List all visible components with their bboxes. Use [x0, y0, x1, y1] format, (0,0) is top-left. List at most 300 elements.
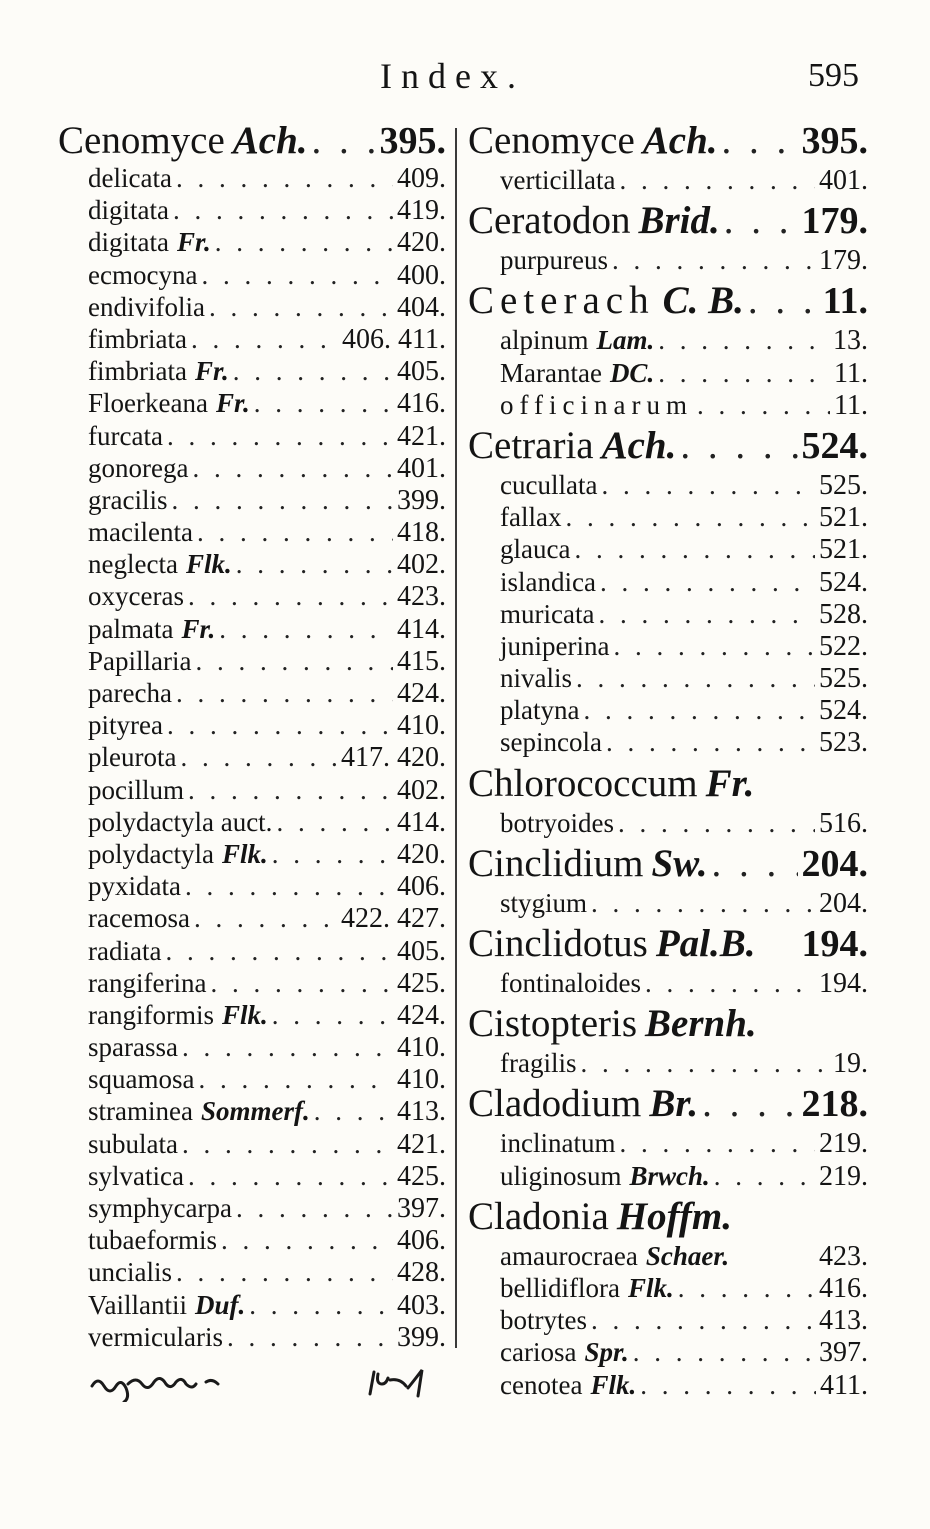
entry-name: Cenomyce [468, 120, 635, 162]
species-entry [468, 1272, 868, 1304]
entry-name: Cladonia [468, 1195, 609, 1238]
species-entry [58, 548, 446, 580]
entry-pages: 418. [397, 517, 446, 549]
species-entry [58, 452, 446, 484]
entry-name: juniperina [500, 630, 610, 661]
entry-pages: 413. [397, 1096, 446, 1128]
genus-entry [58, 120, 446, 162]
leader-dots [680, 425, 797, 467]
species-entry [468, 967, 868, 999]
entry-pages: 410. [397, 1064, 446, 1096]
entry-pages: 397. [397, 1193, 446, 1224]
entry-name: platyna [500, 695, 580, 726]
species-entry [58, 967, 446, 999]
entry-name: fimbriata [88, 323, 187, 354]
entry-name: Ceterach [468, 280, 655, 323]
species-entry [468, 1304, 868, 1336]
leader-dots [197, 516, 393, 548]
leader-dots [194, 902, 337, 934]
entry-name: furcata [88, 420, 163, 451]
species-entry [58, 259, 446, 291]
entry-author: Pal.B. [655, 923, 756, 965]
entry-pages: 411. [820, 1369, 868, 1401]
entry-name: racemosa [88, 903, 190, 934]
entry-pages: 525. [819, 469, 868, 501]
handwritten-annotation [88, 1362, 448, 1402]
leader-dots [272, 999, 393, 1031]
entry-name: vermicularis [88, 1321, 223, 1352]
leader-dots [722, 120, 798, 162]
entry-pages: 13. [833, 325, 868, 357]
entry-name: cariosa [500, 1337, 577, 1368]
species-entry [58, 1063, 446, 1095]
entry-author: Ach. [601, 424, 677, 467]
species-entry [468, 1160, 868, 1192]
genus-entry [468, 120, 868, 162]
entry-name: fimbriata [88, 356, 187, 387]
leader-dots [188, 580, 393, 612]
leader-dots [180, 741, 337, 773]
species-entry [468, 726, 868, 758]
leader-dots [702, 1083, 797, 1125]
species-entry [468, 357, 868, 389]
entry-pages: 405. [397, 356, 446, 388]
species-entry [58, 1095, 446, 1127]
entry-author: Flk. [627, 1272, 674, 1303]
entry-pages: 524. [819, 566, 868, 598]
entry-author: Brid. [638, 200, 720, 243]
entry-pages: 522. [819, 630, 868, 662]
species-entry [468, 469, 868, 501]
entry-pages: 395. [801, 120, 868, 162]
leader-dots [276, 806, 393, 838]
entry-pages: 204. [801, 842, 868, 885]
entry-name: glauca [500, 534, 571, 565]
leader-dots [173, 194, 393, 226]
species-entry [58, 935, 446, 967]
entry-name: sepincola [500, 727, 602, 758]
species-entry [58, 1128, 446, 1160]
entry-pages: 424. [397, 999, 446, 1031]
entry-pages: 219. [819, 1128, 868, 1160]
running-head: Index. [380, 56, 525, 96]
species-entry [468, 533, 868, 565]
leader-dots [574, 533, 815, 565]
entry-name: delicata [88, 163, 172, 193]
genus-entry [468, 1003, 868, 1045]
species-entry [468, 1336, 868, 1368]
entry-name: Marantae [500, 357, 602, 388]
leader-dots [201, 259, 393, 291]
leader-dots [167, 709, 393, 741]
entry-author: Br. [649, 1083, 699, 1126]
entry-name: fallax [500, 502, 562, 533]
entry-pages: 404. [397, 291, 446, 323]
entry-pages: 521. [819, 534, 868, 566]
species-entry [468, 694, 868, 726]
entry-name: fontinaloides [500, 968, 641, 998]
species-entry [58, 1256, 446, 1288]
leader-dots [236, 1192, 393, 1224]
entry-name: Cinclidium [468, 842, 644, 885]
leader-dots [697, 389, 830, 421]
entry-pages: 194. [819, 968, 868, 999]
entry-name: neglecta [88, 549, 178, 580]
entry-name: tubaeformis [88, 1225, 217, 1256]
entry-author: Hoffm. [616, 1195, 733, 1238]
leader-dots [606, 726, 815, 758]
leader-dots [613, 630, 815, 662]
species-entry [58, 709, 446, 741]
entry-name: Floerkeana [88, 388, 208, 419]
entry-author: Bernh. [645, 1003, 757, 1046]
entry-name: uncialis [88, 1257, 172, 1288]
entry-name: stygium [500, 887, 588, 918]
species-entry [468, 324, 868, 356]
leader-dots [185, 870, 393, 902]
genus-entry [468, 1083, 868, 1125]
entry-pages: 409. [397, 163, 446, 194]
leader-dots [640, 1369, 816, 1401]
entry-pages: 524. [801, 424, 868, 467]
leader-dots [314, 1095, 393, 1127]
species-entry [468, 630, 868, 662]
entry-name: gracilis [88, 484, 168, 515]
entry-name: Ceratodon [468, 200, 631, 243]
entry-pages: 416. [819, 1272, 868, 1304]
entry-name: verticillata [500, 165, 616, 195]
leader-dots [712, 843, 798, 885]
entry-pages: 399. [397, 1321, 446, 1353]
entry-pages: 406. 411. [342, 323, 446, 355]
leader-dots [576, 662, 815, 694]
entry-author: Duf. [194, 1289, 246, 1320]
entry-pages: 400. [397, 259, 446, 291]
entry-pages: 219. [819, 1160, 868, 1192]
entry-name: nivalis [500, 663, 572, 694]
entry-name: Papillaria [88, 645, 192, 676]
entry-pages: 179. [801, 200, 868, 243]
genus-entry [468, 280, 868, 322]
entry-pages: 399. [397, 484, 446, 516]
entry-name: fragilis [500, 1048, 577, 1079]
entry-pages: 402. [397, 549, 446, 581]
leader-dots [619, 164, 815, 196]
entry-pages: 395. [379, 120, 446, 162]
entry-author: C. B. [662, 280, 744, 323]
entry-pages: 424. [397, 678, 446, 709]
species-entry [468, 244, 868, 276]
leader-dots [598, 598, 815, 630]
entry-name: islandica [500, 566, 596, 597]
entry-name: botrytes [500, 1305, 587, 1336]
species-entry [58, 580, 446, 612]
entry-author: Fr. [194, 356, 229, 387]
leader-dots [209, 291, 393, 323]
leader-dots [236, 548, 393, 580]
entry-author: Flk. [221, 838, 268, 869]
entry-pages: 11. [834, 357, 868, 389]
leader-dots [176, 1256, 393, 1288]
entry-pages: 421. [397, 420, 446, 452]
entry-pages: 420. [397, 227, 446, 259]
species-entry [58, 162, 446, 194]
entry-author: Fr. [181, 613, 216, 644]
leader-dots [191, 323, 338, 355]
entry-author: Ach. [642, 120, 718, 162]
species-entry [58, 291, 446, 323]
species-entry [468, 164, 868, 196]
entry-pages: 414. [397, 613, 446, 645]
entry-pages: 218. [801, 1083, 868, 1126]
genus-entry [468, 923, 868, 965]
entry-pages: 420. [397, 838, 446, 870]
entry-name: botryoides [500, 807, 614, 838]
leader-dots [658, 324, 829, 356]
entry-author: Fr. [705, 762, 755, 805]
entry-author: Flk. [185, 549, 232, 580]
column-divider [455, 128, 457, 1348]
species-entry [58, 902, 446, 934]
entry-pages: 423. [819, 1240, 868, 1272]
entry-pages: 528. [819, 598, 868, 630]
species-entry [468, 1127, 868, 1159]
entry-pages: 11. [822, 280, 868, 323]
entry-name: gonorega [88, 452, 189, 483]
leader-dots [272, 838, 393, 870]
entry-pages: 401. [819, 165, 868, 196]
species-entry [468, 1047, 868, 1079]
entry-pages: 414. [397, 806, 446, 838]
species-entry [468, 501, 868, 533]
entry-name: palmata [88, 613, 174, 644]
leader-dots [645, 967, 815, 999]
entry-name: Chlorococcum [468, 762, 698, 805]
entry-name: rangiformis [88, 999, 214, 1030]
leader-dots [565, 501, 815, 533]
entry-name: digitata [88, 195, 169, 226]
leader-dots [233, 355, 393, 387]
entry-pages: 428. [397, 1257, 446, 1289]
entry-name: digitata [88, 227, 169, 258]
entry-pages: 521. [819, 502, 868, 534]
species-entry [58, 194, 446, 226]
species-entry [468, 389, 868, 421]
leader-dots [182, 1128, 393, 1160]
leader-dots [171, 484, 393, 516]
species-entry [58, 484, 446, 516]
entry-name: squamosa [88, 1064, 195, 1095]
leader-dots [678, 1272, 815, 1304]
species-entry [468, 566, 868, 598]
entry-name: endivifolia [88, 291, 205, 322]
genus-entry [468, 1196, 868, 1238]
entry-author: Flk. [590, 1369, 637, 1400]
entry-author: Ach. [232, 120, 308, 162]
species-entry [58, 226, 446, 258]
genus-entry [468, 425, 868, 467]
species-entry [468, 1240, 868, 1272]
entry-name: macilenta [88, 517, 193, 548]
entry-name: Cetraria [468, 424, 594, 467]
entry-author: Spr. [584, 1337, 629, 1368]
entry-pages: 523. [819, 727, 868, 759]
entry-pages: 423. [397, 581, 446, 613]
leader-dots [167, 420, 393, 452]
leader-dots [176, 162, 393, 194]
entry-pages: 19. [833, 1048, 868, 1080]
species-entry [58, 677, 446, 709]
leader-dots [600, 566, 815, 598]
leader-dots [618, 807, 815, 839]
entry-pages: 194. [801, 923, 868, 965]
leader-dots [188, 1160, 393, 1192]
entry-name: rangiferina [88, 967, 207, 998]
entry-pages: 401. [397, 452, 446, 484]
entry-pages: 416. [397, 388, 446, 420]
entry-name: straminea [88, 1096, 193, 1127]
page-header [0, 55, 930, 105]
entry-author: Lam. [596, 325, 655, 356]
entry-pages: 397. [819, 1337, 868, 1369]
entry-name: Cinclidotus [468, 923, 648, 965]
entry-pages: 410. [397, 1032, 446, 1064]
page-number: 595 [808, 57, 859, 94]
leader-dots [619, 1127, 815, 1159]
leader-dots [633, 1336, 815, 1368]
entry-pages: 405. [397, 935, 446, 967]
entry-name: Cladodium [468, 1083, 642, 1126]
species-entry [58, 999, 446, 1031]
leader-dots [192, 452, 393, 484]
entry-pages: 419. [397, 195, 446, 227]
leader-dots [714, 1160, 815, 1192]
leader-dots [249, 1289, 393, 1321]
species-entry [58, 1224, 446, 1256]
genus-entry [468, 200, 868, 242]
entry-name: cenotea [500, 1369, 583, 1400]
entry-name: radiata [88, 935, 162, 966]
species-entry [58, 806, 446, 838]
entry-name: uliginosum [500, 1160, 622, 1191]
entry-author: Brwch. [629, 1160, 710, 1191]
leader-dots [612, 244, 815, 276]
entry-pages: 417. 420. [341, 742, 446, 774]
entry-name: parecha [88, 678, 172, 708]
leader-dots [182, 1031, 393, 1063]
entry-pages: 415. [397, 645, 446, 677]
entry-name: cucullata [500, 469, 598, 500]
species-entry [58, 1192, 446, 1224]
species-entry [58, 516, 446, 548]
entry-pages: 421. [397, 1128, 446, 1160]
entry-author: Schaer. [645, 1240, 730, 1271]
entry-name: polydactyla [88, 838, 214, 869]
species-entry [58, 387, 446, 419]
entry-name: sylvatica [88, 1160, 184, 1191]
entry-author: DC. [609, 357, 655, 388]
entry-name: Cenomyce [58, 120, 225, 162]
entry-pages: 425. [397, 967, 446, 999]
leader-dots [591, 887, 815, 919]
species-entry [58, 1160, 446, 1192]
leader-dots [254, 387, 393, 419]
species-entry [58, 774, 446, 806]
leader-dots [165, 935, 393, 967]
entry-pages: 11. [834, 389, 868, 421]
leader-dots [658, 357, 830, 389]
leader-dots [215, 226, 393, 258]
entry-author: Sommerf. [200, 1096, 310, 1127]
species-entry [58, 870, 446, 902]
entry-name: inclinatum [500, 1128, 616, 1159]
species-entry [58, 645, 446, 677]
leader-dots [221, 1224, 393, 1256]
entry-name: Vaillantii [88, 1289, 187, 1320]
species-entry [58, 323, 446, 355]
entry-pages: 406. [397, 1225, 446, 1257]
species-entry [468, 807, 868, 839]
entry-pages: 524. [819, 695, 868, 727]
species-entry [468, 598, 868, 630]
entry-pages: 403. [397, 1289, 446, 1321]
species-entry [58, 1321, 446, 1353]
entry-pages: 422. 427. [341, 903, 446, 935]
entry-author: Flk. [221, 999, 268, 1030]
leader-dots [591, 1304, 815, 1336]
leader-dots [583, 694, 815, 726]
entry-name: pocillum [88, 774, 184, 805]
leader-dots [176, 677, 393, 709]
species-entry [58, 1289, 446, 1321]
species-entry [58, 613, 446, 645]
entry-name: subulata [88, 1128, 178, 1159]
leader-dots [195, 645, 393, 677]
entry-name: pityrea [88, 710, 163, 741]
leader-dots [188, 774, 393, 806]
leader-dots [601, 469, 815, 501]
genus-entry [468, 763, 868, 805]
entry-pages: 425. [397, 1160, 446, 1192]
species-entry [468, 662, 868, 694]
index-column-left [58, 120, 446, 1353]
entry-pages: 525. [819, 663, 868, 695]
leader-dots [724, 200, 798, 242]
species-entry [58, 741, 446, 773]
entry-name: Cistopteris [468, 1003, 638, 1046]
entry-name: purpureus [500, 245, 608, 276]
entry-pages: 179. [819, 245, 868, 277]
species-entry [58, 420, 446, 452]
index-column-right [468, 120, 868, 1401]
entry-name: polydactyla auct. [88, 806, 273, 837]
entry-pages: 410. [397, 710, 446, 742]
entry-name: ecmocyna [88, 259, 198, 290]
entry-name: muricata [500, 598, 595, 629]
leader-dots [219, 613, 393, 645]
entry-pages: 402. [397, 774, 446, 806]
leader-dots [580, 1047, 829, 1079]
genus-entry [468, 843, 868, 885]
entry-pages: 406. [397, 871, 446, 903]
entry-pages: 204. [819, 887, 868, 919]
entry-name: amaurocraea [500, 1240, 638, 1271]
species-entry [58, 1031, 446, 1063]
species-entry [58, 838, 446, 870]
entry-pages: 413. [819, 1305, 868, 1337]
leader-dots [210, 967, 393, 999]
leader-dots [198, 1063, 393, 1095]
